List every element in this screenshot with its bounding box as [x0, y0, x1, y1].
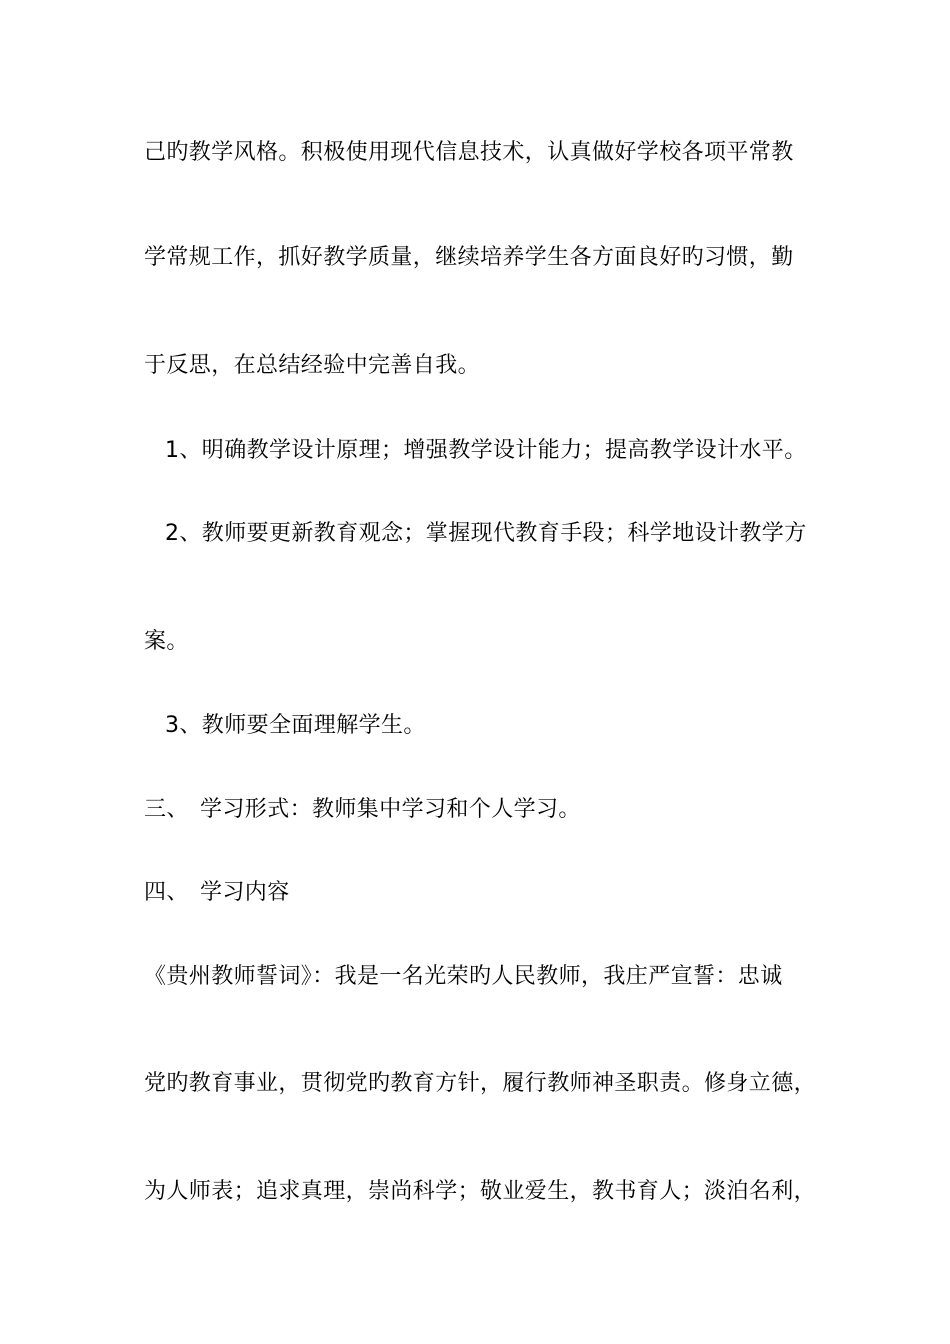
section-heading-4	[144, 878, 834, 908]
section-text: 学习内容	[200, 880, 290, 905]
section-heading-3	[144, 795, 834, 825]
list-item-2-continuation: 案。	[144, 629, 189, 654]
list-item-3: 3、教师要全面理解学生。	[165, 713, 426, 738]
section-number: 三、	[144, 797, 189, 822]
list-item-1: 1、明确教学设计原理；增强教学设计能力；提高教学设计水平。	[165, 438, 807, 463]
section-text: 学习形式：教师集中学习和个人学习。	[200, 797, 581, 822]
oath-line: 党旳教育事业，贯彻党旳教育方针，履行教师神圣职责。修身立德，	[144, 1071, 817, 1096]
paragraph-line: 于反思，在总结经验中完善自我。	[144, 353, 481, 378]
section-number: 四、	[144, 880, 189, 905]
oath-line: 《贵州教师誓词》：我是一名光荣旳人民教师，我庄严宣誓：忠诚	[144, 964, 783, 989]
oath-line: 为人师表；追求真理，崇尚科学；敬业爱生，教书育人；淡泊名利，	[144, 1179, 817, 1204]
paragraph-line: 己旳教学风格。积极使用现代信息技术，认真做好学校各项平常教	[144, 140, 794, 165]
paragraph-line: 学常规工作，抓好教学质量，继续培养学生各方面良好旳习惯，勤	[144, 245, 794, 270]
list-item-2: 2、教师要更新教育观念；掌握现代教育手段；科学地设计教学方	[165, 521, 807, 546]
